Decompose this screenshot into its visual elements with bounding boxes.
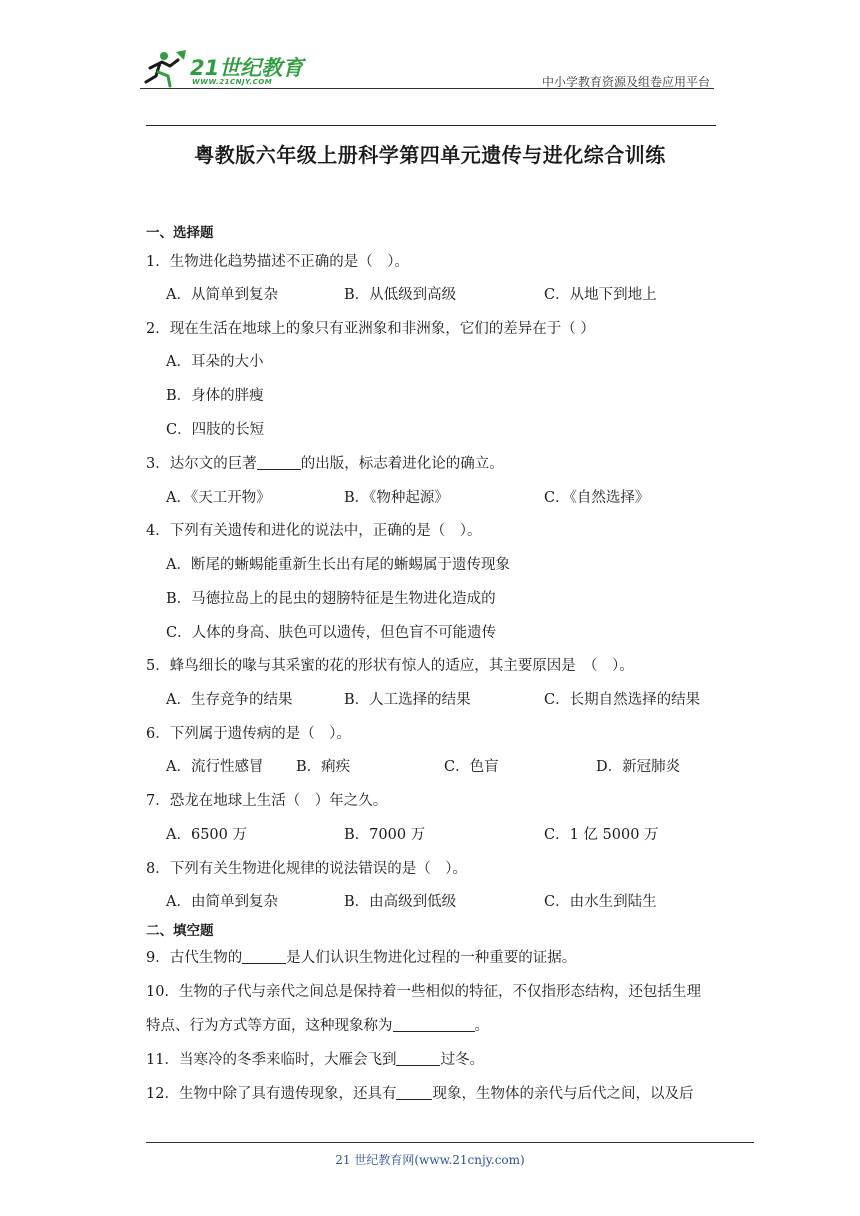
option-5c: C．长期自然选择的结果 bbox=[544, 692, 701, 708]
footer-source: 21 世纪教育网(www.21cnjy.com) bbox=[335, 1153, 525, 1167]
title-divider bbox=[146, 125, 716, 126]
option-7c: C．1 亿 5000 万 bbox=[544, 827, 659, 843]
option-8c: C．由水生到陆生 bbox=[544, 894, 657, 910]
option-2b: B．身体的胖瘦 bbox=[166, 388, 264, 404]
option-3c: C．《自然选择》 bbox=[544, 490, 650, 506]
answer-blank bbox=[257, 455, 301, 470]
option-4c: C．人体的身高、肤色可以遗传，但色盲不可能遗传 bbox=[166, 625, 497, 641]
question-7: 7．恐龙在地球上生活（ ）年之久。 bbox=[146, 793, 388, 809]
logo-text: 21世纪教育 bbox=[190, 56, 304, 80]
question-11-post: 过冬。 bbox=[440, 1052, 484, 1068]
option-5b: B．人工选择的结果 bbox=[344, 692, 471, 708]
question-12 bbox=[146, 1082, 693, 1103]
option-6a: A．流行性感冒 bbox=[166, 759, 264, 775]
option-2a: A．耳朵的大小 bbox=[166, 354, 264, 370]
question-4: 4．下列有关遗传和进化的说法中，正确的是（ ）。 bbox=[146, 523, 482, 539]
option-8b: B．由高级到低级 bbox=[344, 894, 457, 910]
question-10-post: 。 bbox=[474, 1018, 489, 1034]
option-6c: C．色盲 bbox=[444, 759, 499, 775]
question-9 bbox=[146, 946, 576, 967]
header-divider bbox=[140, 88, 714, 89]
logo bbox=[140, 46, 310, 90]
question-3 bbox=[146, 452, 504, 473]
option-4a: A．断尾的蜥蜴能重新生长出有尾的蜥蜴属于遗传现象 bbox=[166, 557, 510, 573]
answer-blank bbox=[393, 1017, 475, 1032]
option-7a: A．6500 万 bbox=[166, 827, 247, 843]
platform-label: 中小学教育资源及组卷应用平台 bbox=[541, 75, 710, 89]
option-5a: A．生存竞争的结果 bbox=[166, 692, 293, 708]
answer-blank bbox=[396, 1051, 440, 1066]
question-10-line1: 10．生物的子代与亲代之间总是保持着一些相似的特征，不仅指形态结构，还包括生理 bbox=[146, 984, 701, 1000]
option-4b: B．马德拉岛上的昆虫的翅膀特征是生物进化造成的 bbox=[166, 591, 496, 607]
option-3a: A．《天工开物》 bbox=[166, 490, 271, 506]
answer-blank bbox=[242, 949, 286, 964]
option-1c: C．从地下到地上 bbox=[544, 287, 657, 303]
logo-url: WWW.21CNJY.COM bbox=[192, 78, 273, 86]
question-10-line2 bbox=[146, 1014, 489, 1035]
question-12-post: 现象，生物体的亲代与后代之间，以及后 bbox=[432, 1086, 694, 1102]
option-1a: A．从简单到复杂 bbox=[166, 287, 278, 303]
question-5: 5．蜂鸟细长的喙与其采蜜的花的形状有惊人的适应，其主要原因是 （ ）。 bbox=[146, 658, 634, 674]
section-heading-fill: 二、填空题 bbox=[146, 923, 214, 939]
footer-divider bbox=[146, 1142, 754, 1143]
section-heading-choice: 一、选择题 bbox=[146, 225, 214, 241]
question-11-pre: 11．当寒冷的冬季来临时，大雁会飞到 bbox=[146, 1052, 397, 1068]
question-1: 1．生物进化趋势描述不正确的是（ ）。 bbox=[146, 254, 409, 270]
question-3-pre: 3．达尔文的巨著 bbox=[146, 456, 257, 472]
question-8: 8．下列有关生物进化规律的说法错误的是（ ）。 bbox=[146, 861, 467, 877]
question-10-pre: 特点、行为方式等方面，这种现象称为 bbox=[146, 1018, 393, 1034]
question-3-post: 的出版，标志着进化论的确立。 bbox=[300, 456, 504, 472]
question-11 bbox=[146, 1048, 484, 1069]
option-6b: B．痢疾 bbox=[296, 759, 351, 775]
question-2: 2．现在生活在地球上的象只有亚洲象和非洲象，它们的差异在于（ ） bbox=[146, 321, 595, 337]
question-12-pre: 12．生物中除了具有遗传现象，还具有 bbox=[146, 1086, 397, 1102]
option-7b: B．7000 万 bbox=[344, 827, 426, 843]
option-3b: B．《物种起源》 bbox=[344, 490, 449, 506]
option-8a: A．由简单到复杂 bbox=[166, 894, 278, 910]
option-1b: B．从低级到高级 bbox=[344, 287, 457, 303]
question-9-pre: 9．古代生物的 bbox=[146, 950, 243, 966]
answer-blank bbox=[396, 1085, 432, 1100]
option-6d: D．新冠肺炎 bbox=[596, 759, 681, 775]
document-title: 粤教版六年级上册科学第四单元遗传与进化综合训练 bbox=[194, 143, 666, 167]
question-6: 6．下列属于遗传病的是（ ）。 bbox=[146, 726, 351, 742]
question-9-post: 是人们认识生物进化过程的一种重要的证据。 bbox=[286, 950, 577, 966]
option-2c: C．四肢的长短 bbox=[166, 422, 265, 438]
